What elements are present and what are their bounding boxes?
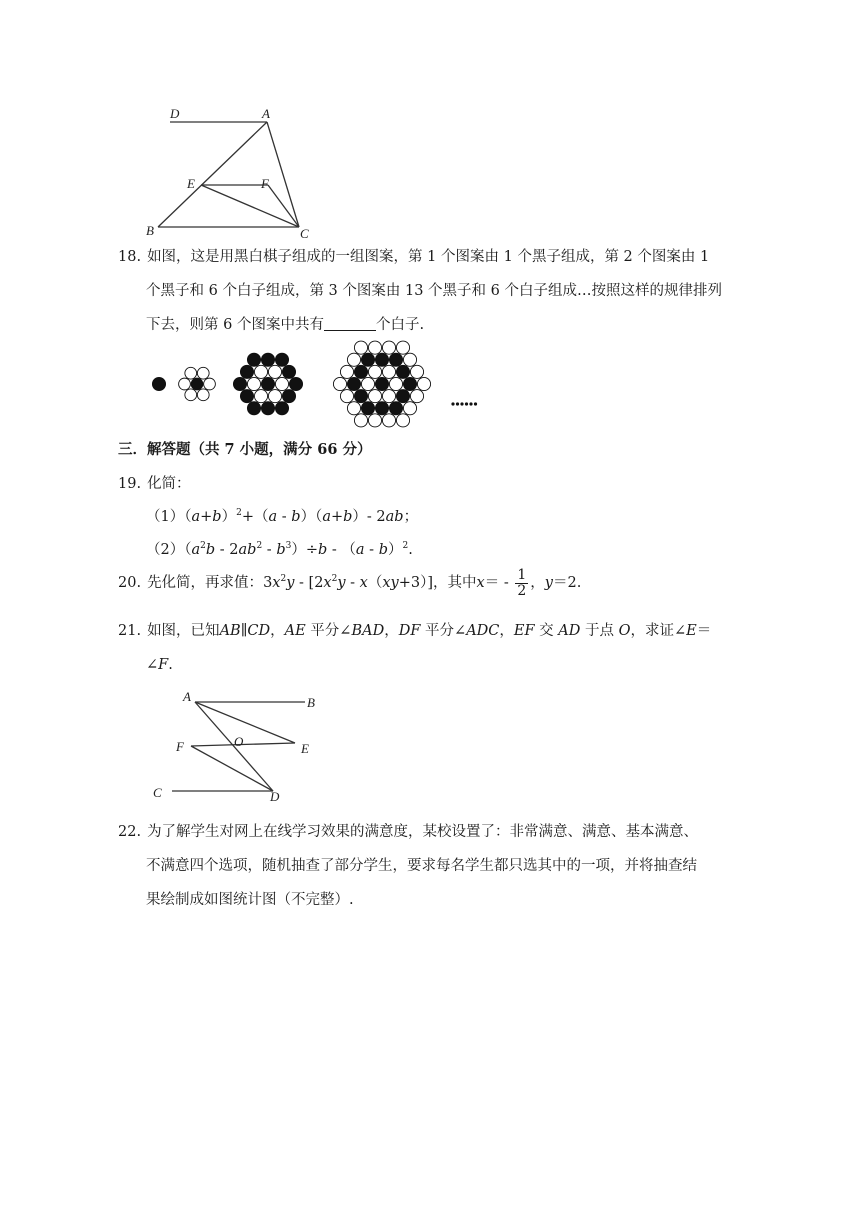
black-stone xyxy=(282,365,295,378)
black-stone xyxy=(233,377,246,390)
white-stone xyxy=(340,390,353,403)
black-stone xyxy=(389,402,402,415)
label-B: B xyxy=(146,223,154,238)
q18-text-1: 如图，这是用黑白棋子组成的一组图案，第 1 个图案由 1 个黑子组成，第 2 个图案由 1 xyxy=(147,249,710,265)
go-stones-pattern-figure xyxy=(140,338,490,430)
fraction-one-half: $\frac{1}{2}$ xyxy=(517,566,527,599)
black-stone xyxy=(396,365,409,378)
white-stone xyxy=(185,367,197,379)
white-stone xyxy=(197,389,209,401)
black-stone xyxy=(361,353,374,366)
white-stone xyxy=(368,414,381,427)
label-A: A xyxy=(183,689,191,704)
q22-line1 xyxy=(118,822,698,842)
q20-lead: 先化简，再求值： xyxy=(147,575,264,591)
black-stone xyxy=(361,402,374,415)
white-stone xyxy=(254,365,267,378)
q19-part1-label: （1） xyxy=(146,509,185,525)
q19-title: 化简： xyxy=(147,476,191,492)
white-stone xyxy=(254,390,267,403)
q19-line xyxy=(118,474,191,494)
label-F: F xyxy=(176,739,184,754)
white-stone xyxy=(275,377,288,390)
black-stone xyxy=(261,353,274,366)
black-stone xyxy=(354,365,367,378)
white-stone xyxy=(389,377,402,390)
q21-line1: 21. 如图，已知AB∥CD，AE 平分∠BAD，DF 平分∠ADC，EF 交 AD 于点 O，求证∠E＝ xyxy=(118,623,712,639)
triangle-figure-q17 xyxy=(140,100,315,240)
white-stone xyxy=(268,390,281,403)
white-stone xyxy=(368,390,381,403)
black-stone xyxy=(396,390,409,403)
black-stone xyxy=(282,390,295,403)
black-stone xyxy=(152,377,165,390)
black-stone xyxy=(403,377,416,390)
q20-number: 20. xyxy=(118,575,142,591)
q21-line2: ∠F. xyxy=(146,657,173,673)
q18-number: 18. xyxy=(118,249,142,265)
label-E: E xyxy=(187,176,195,191)
white-stone xyxy=(403,402,416,415)
black-stone xyxy=(375,377,388,390)
label-A: A xyxy=(262,106,270,121)
q22-line3: 果绘制成如图统计图（不完整）. xyxy=(146,892,354,908)
black-stone xyxy=(375,402,388,415)
white-stone xyxy=(403,353,416,366)
white-stone xyxy=(354,341,367,354)
black-stone xyxy=(261,402,274,415)
ellipsis-dot xyxy=(474,402,477,405)
q19-part2: $(2)(a^2b$ ‐ $2ab^2$ ‐ $b^3)\div b$ ‐ （a ‐ b）$^2$. xyxy=(146,541,413,558)
label-C: C xyxy=(300,226,309,240)
white-stone xyxy=(382,365,395,378)
white-stone xyxy=(368,365,381,378)
q22-text-1: 为了解学生对网上在线学习效果的满意度，某校设置了：非常满意、满意、基本满意、 xyxy=(147,824,699,840)
white-stone xyxy=(382,341,395,354)
parallel-lines-figure-q21 xyxy=(145,685,330,805)
q22-line2: 不满意四个选项，随机抽查了部分学生，要求每名学生都只选其中的一项，并将抽查结 xyxy=(146,858,697,874)
label-B: B xyxy=(307,695,315,710)
q18-line1 xyxy=(118,247,709,267)
ellipsis-dot xyxy=(469,402,472,405)
black-stone xyxy=(375,353,388,366)
q20-line: 20. 先化简，再求值：$3x^2y$ ‐ [$2x^2y$ ‐ x（xy+3）]，其中x＝ ‐ $\frac{1}{2}$ ，y＝2. xyxy=(118,566,582,599)
black-stone xyxy=(247,353,260,366)
white-stone xyxy=(382,414,395,427)
label-C: C xyxy=(153,785,162,800)
black-stone xyxy=(275,402,288,415)
q21-lead: 如图，已知 xyxy=(147,623,220,639)
black-stone xyxy=(247,402,260,415)
label-O: O xyxy=(234,734,244,749)
black-stone xyxy=(289,377,302,390)
white-stone xyxy=(340,365,353,378)
white-stone xyxy=(185,389,197,401)
q22-number: 22. xyxy=(118,824,142,840)
white-stone xyxy=(396,414,409,427)
white-stone xyxy=(417,377,430,390)
q18-line3 xyxy=(146,315,424,335)
white-stone xyxy=(347,353,360,366)
white-stone xyxy=(396,341,409,354)
q18-line2: 个黑子和 6 个白子组成，第 3 个图案由 13 个黑子和 6 个白子组成…按照这样的规律排列 xyxy=(146,283,722,299)
white-stone xyxy=(268,365,281,378)
white-stone xyxy=(354,414,367,427)
white-stone xyxy=(347,402,360,415)
q19-number: 19. xyxy=(118,476,142,492)
label-E: E xyxy=(301,741,309,756)
black-stone xyxy=(240,390,253,403)
q19-part1: $(1)(a+b)^2+(a$ ‐ b）（a+b）‐ 2ab； xyxy=(146,508,419,525)
white-stone xyxy=(382,390,395,403)
q18-text-3b: 个白子. xyxy=(375,317,425,333)
q18-text-3a: 下去，则第 6 个图案中共有 xyxy=(146,317,324,333)
ellipsis-dot xyxy=(465,402,468,405)
answer-blank xyxy=(324,316,376,331)
white-stone xyxy=(197,367,209,379)
ellipsis-dot xyxy=(456,402,459,405)
black-stone xyxy=(389,353,402,366)
label-F: F xyxy=(261,176,269,191)
ellipsis-dot xyxy=(451,402,454,405)
ellipsis-dot xyxy=(460,402,463,405)
black-stone xyxy=(191,378,203,390)
q20-where: ，其中 xyxy=(433,575,477,591)
section-3-heading: 三．解答题（共 7 小题，满分 66 分） xyxy=(118,441,372,458)
label-D: D xyxy=(170,106,180,121)
white-stone xyxy=(247,377,260,390)
white-stone xyxy=(410,390,423,403)
white-stone xyxy=(410,365,423,378)
white-stone xyxy=(333,377,346,390)
white-stone xyxy=(179,378,191,390)
white-stone xyxy=(368,341,381,354)
black-stone xyxy=(261,377,274,390)
black-stone xyxy=(354,390,367,403)
white-stone xyxy=(361,377,374,390)
q21-number: 21. xyxy=(118,623,142,639)
black-stone xyxy=(347,377,360,390)
white-stone xyxy=(204,378,216,390)
black-stone xyxy=(240,365,253,378)
black-stone xyxy=(275,353,288,366)
q19-part2-label: （2） xyxy=(146,542,185,558)
label-D: D xyxy=(270,789,280,804)
